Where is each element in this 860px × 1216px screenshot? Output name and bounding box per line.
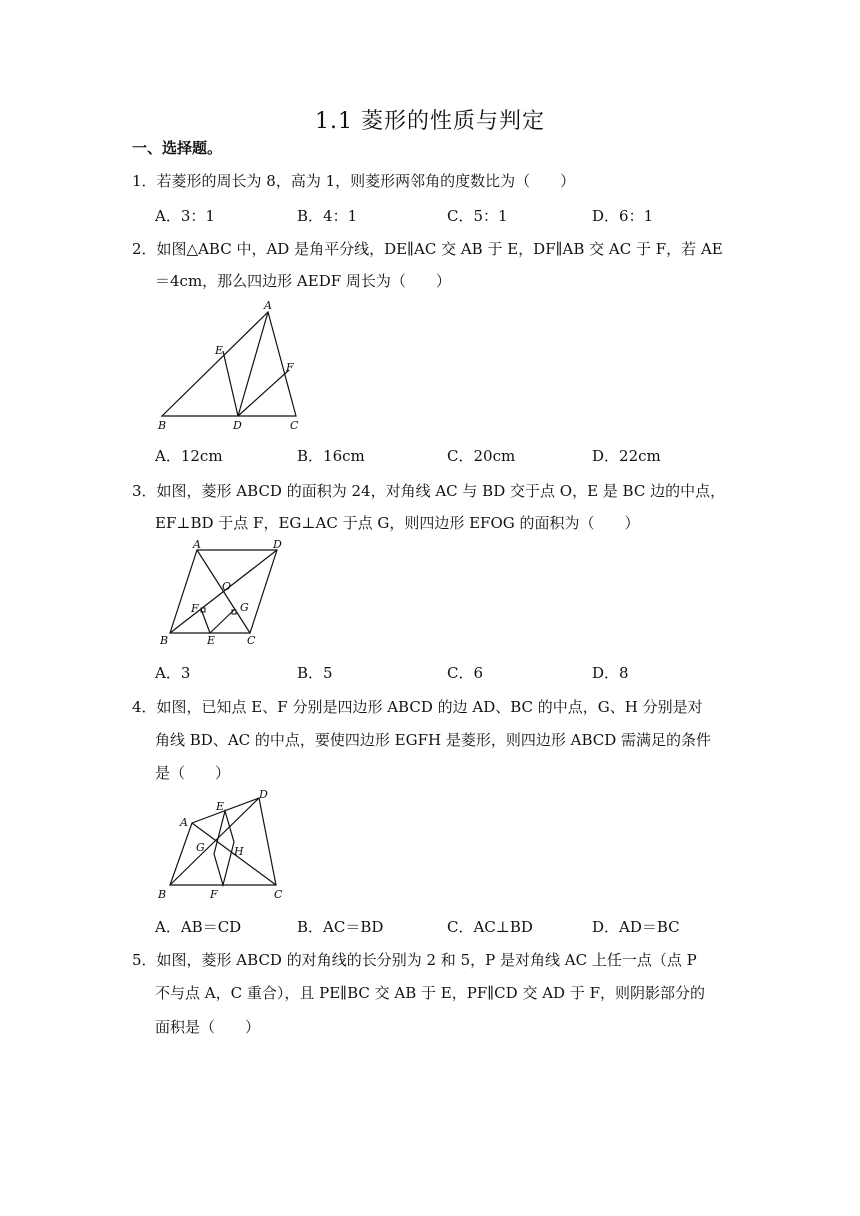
label-o: O xyxy=(222,580,232,593)
q3-line-2: EF⊥BD 于点 F，EG⊥AC 于点 G，则四边形 EFOG 的面积为（ ） xyxy=(155,514,640,532)
q1-line-1: 1．若菱形的周长为 8，高为 1，则菱形两邻角的度数比为（ ） xyxy=(132,172,576,190)
label-e: E xyxy=(207,634,216,647)
label-f: F xyxy=(286,361,294,374)
label-d: D xyxy=(233,419,242,432)
label-b: B xyxy=(160,634,169,647)
q4-option-a: A．AB＝CD xyxy=(155,918,242,936)
label-b: B xyxy=(158,888,167,901)
q1-option-c: C．5：1 xyxy=(447,207,508,225)
q4-option-d: D．AD＝BC xyxy=(592,918,680,936)
q4-line-1: 4．如图，已知点 E、F 分别是四边形 ABCD 的边 AD、BC 的中点，G、H 分别是对 xyxy=(132,698,703,716)
segment-df xyxy=(238,370,289,416)
label-a: A xyxy=(180,816,188,829)
q5-line-3: 面积是（ ） xyxy=(155,1018,261,1036)
label-f: F xyxy=(191,602,199,615)
q3-option-c: C．6 xyxy=(447,664,484,682)
label-g: G xyxy=(240,601,249,614)
label-d: D xyxy=(273,538,282,551)
segment-ef xyxy=(201,609,210,633)
label-a: A xyxy=(264,299,272,312)
q1-option-d: D．6：1 xyxy=(592,207,654,225)
triangle-abc xyxy=(162,312,296,416)
q4-option-c: C．AC⊥BD xyxy=(447,918,533,936)
q4-line-2: 角线 BD、AC 的中点，要使四边形 EGFH 是菱形，则四边形 ABCD 需满足的条件 xyxy=(155,731,712,749)
q5-line-1: 5．如图，菱形 ABCD 的对角线的长分别为 2 和 5，P 是对角线 AC 上任一点（点 P xyxy=(132,951,697,969)
segment-ad xyxy=(238,312,268,416)
q3-option-b: B．5 xyxy=(297,664,333,682)
q4-quadrilateral-figure xyxy=(152,788,292,906)
label-c: C xyxy=(247,634,256,647)
q1-option-b: B．4：1 xyxy=(297,207,358,225)
q2-triangle-figure xyxy=(150,298,310,438)
q5-line-2: 不与点 A，C 重合），且 PE∥BC 交 AB 于 E，PF∥CD 交 AD 于 F，则阴影部分的 xyxy=(155,984,706,1002)
label-f: F xyxy=(210,888,218,901)
label-d: D xyxy=(259,788,268,801)
q2-option-c: C．20cm xyxy=(447,447,516,465)
q1-option-a: A．3：1 xyxy=(155,207,215,225)
q3-line-1: 3．如图，菱形 ABCD 的面积为 24，对角线 AC 与 BD 交于点 O，E 是 BC 边的中点， xyxy=(132,482,726,500)
section-heading: 一、选择题。 xyxy=(132,139,223,157)
q3-option-a: A．3 xyxy=(155,664,191,682)
q2-option-a: A．12cm xyxy=(155,447,223,465)
label-e: E xyxy=(216,800,225,813)
diagonal-bd xyxy=(170,798,259,885)
quadrilateral-egfh xyxy=(214,811,234,885)
q4-option-b: B．AC＝BD xyxy=(297,918,384,936)
label-c: C xyxy=(290,419,299,432)
label-c: C xyxy=(274,888,283,901)
segment-de xyxy=(223,351,238,416)
q3-option-d: D．8 xyxy=(592,664,629,682)
q2-option-b: B．16cm xyxy=(297,447,365,465)
q2-line-1: 2．如图△ABC 中，AD 是角平分线，DE∥AC 交 AB 于 E，DF∥AB 交 AC 于 F，若 AE xyxy=(132,240,723,258)
label-e: E xyxy=(215,344,224,357)
q2-option-d: D．22cm xyxy=(592,447,661,465)
label-h: H xyxy=(234,845,244,858)
segment-eg xyxy=(210,609,235,633)
label-b: B xyxy=(158,419,167,432)
q3-rhombus-figure xyxy=(155,538,290,650)
q2-line-2: ＝4cm，那么四边形 AEDF 周长为（ ） xyxy=(155,272,451,290)
label-a: A xyxy=(193,538,201,551)
page-title: 1.1 菱形的性质与判定 xyxy=(315,109,545,134)
label-g: G xyxy=(196,841,205,854)
q4-line-3: 是（ ） xyxy=(155,764,231,782)
